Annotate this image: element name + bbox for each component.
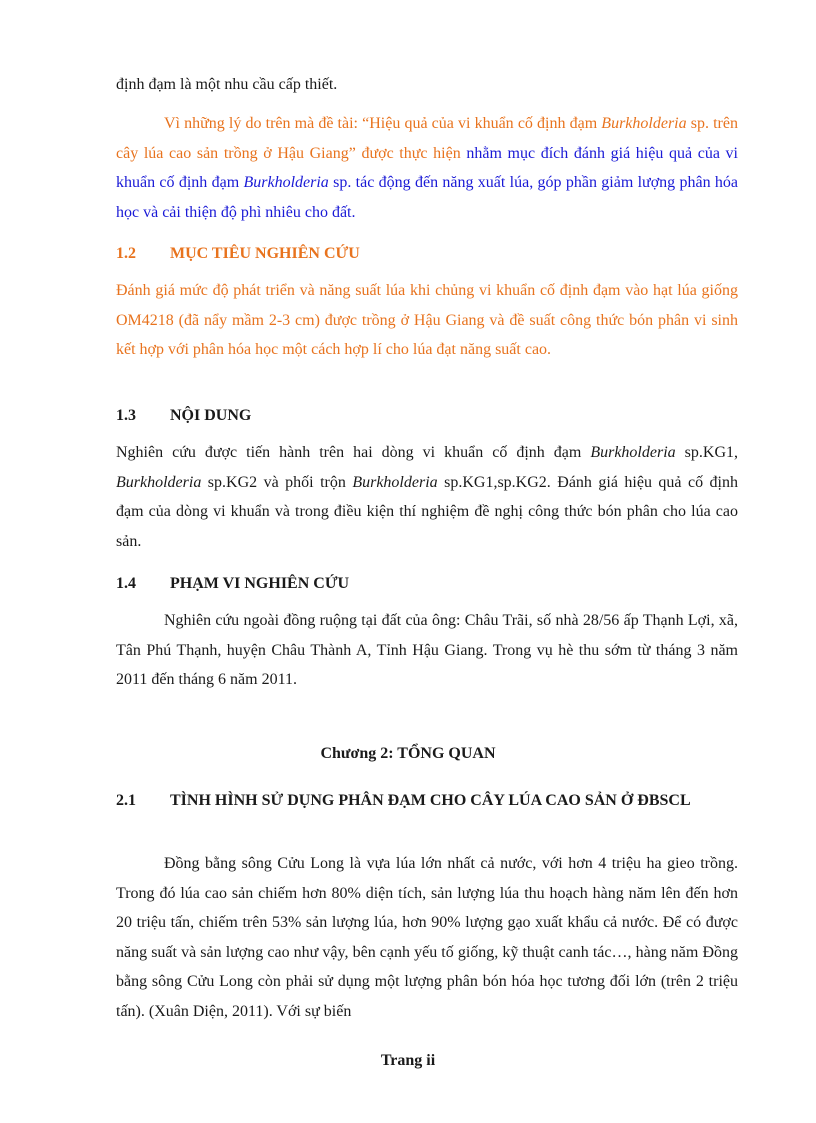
paragraph-scope: Nghiên cứu ngoài đồng ruộng tại đất của ông: Châu Trãi, số nhà 28/56 ấp Thạnh Lợi, xã, Tân Phú Thạnh, huyện Châu Thành A, Tỉnh Hậu Giang. Trong vụ hè thu sớm từ tháng 3 năm 2011 đến tháng 6 năm 2011. xyxy=(116,612,738,688)
paragraph-continuation: định đạm là một nhu cầu cấp thiết. xyxy=(116,76,338,93)
heading-number: 1.3 xyxy=(116,407,136,424)
heading-title: PHẠM VI NGHIÊN CỨU xyxy=(170,575,350,592)
paragraph-objective: Đánh giá mức độ phát triển và năng suất lúa khi chủng vi khuẩn cố định đạm vào hạt lúa giống OM4218 (đã nẩy mầm 2-3 cm) được trồng ở Hậu Giang và đề suất công thức bón phân vi sinh kết hợp với phân hóa học một cách hợp lí cho lúa đạt năng suất cao. xyxy=(116,282,738,358)
rationale-genus-1: Burkholderia xyxy=(601,115,687,132)
rationale-orange-text-2: sp. trên cây lúa cao sản trồng ở Hậu Giang” được thực hiện xyxy=(116,115,738,162)
content-text-b: sp.KG1, xyxy=(675,444,738,461)
heading-number: 1.2 xyxy=(116,245,136,262)
content-genus-2: Burkholderia xyxy=(116,473,202,491)
rationale-blue-text-2: sp. tác động đến năng xuất lúa, góp phần giảm lượng phân hóa học và cải thiện độ phì nhiêu cho đất. xyxy=(116,174,739,221)
heading-title: TÌNH HÌNH SỬ DỤNG PHÂN ĐẠM CHO CÂY LÚA CAO SẢN Ở ĐBSCL xyxy=(170,792,691,809)
rationale-blue-text: nhằm mục đích đánh giá hiệu quả của vi khuẩn cố định đạm xyxy=(116,144,738,191)
chapter-title: Chương 2: TỔNG QUAN xyxy=(320,745,496,762)
heading-title: NỘI DUNG xyxy=(170,407,252,424)
content-text-d: sp.KG1,sp.KG2. Đánh giá hiệu quả cố định đạm của dòng vi khuẩn và trong điều kiện thí nghiệm đề nghị công thức bón phân cho lúa cao sản. xyxy=(116,473,738,550)
heading-title: MỤC TIÊU NGHIÊN CỨU xyxy=(170,245,360,262)
paragraph-content xyxy=(116,438,738,556)
content-genus-3: Burkholderia xyxy=(352,473,438,491)
heading-2-1 xyxy=(116,786,738,816)
paragraph-rationale xyxy=(116,109,738,227)
content-text-c: sp.KG2 và phối trộn xyxy=(201,473,353,491)
rationale-orange-text: Vì những lý do trên mà đề tài: “Hiệu quả của vi khuẩn cố định đạm xyxy=(164,115,602,132)
page-number-footer: Trang ii xyxy=(380,1052,436,1069)
heading-1-4 xyxy=(116,570,738,598)
heading-number: 1.4 xyxy=(116,575,136,592)
rationale-genus-2: Burkholderia xyxy=(243,174,329,191)
content-text-a: Nghiên cứu được tiến hành trên hai dòng vi khuẩn cố định đạm xyxy=(116,444,591,461)
paragraph-overview: Đồng bằng sông Cửu Long là vựa lúa lớn nhất cả nước, với hơn 4 triệu ha gieo trồng. Trong đó lúa cao sản chiếm hơn 80% diện tích, sản lượng lúa thu hoạch hàng năm lên đến hơn 20 triệu tấn, chiếm trên 53% sản lượng lúa, hơn 90% lượng gạo xuất khẩu cả nước. Để có được năng suất và sản lượng cao như vậy, bên cạnh yếu tố giống, kỹ thuật canh tác…, hàng năm Đồng bằng sông Cửu Long còn phải sử dụng một lượng phân bón hóa học tương đối lớn (trên 2 triệu tấn). (Xuân Diện, 2011). Với sự biến xyxy=(116,855,738,1020)
heading-1-2 xyxy=(116,240,738,268)
content-genus-1: Burkholderia xyxy=(590,444,676,461)
heading-1-3 xyxy=(116,402,738,430)
heading-number: 2.1 xyxy=(116,792,136,809)
